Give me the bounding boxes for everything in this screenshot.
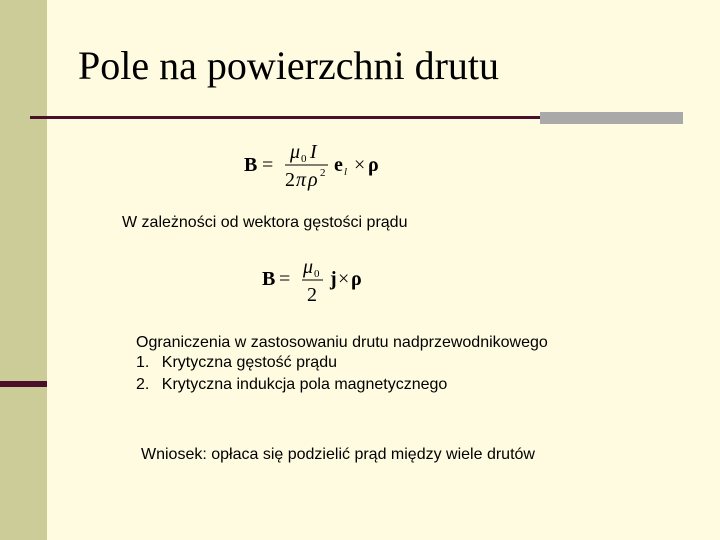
formula-1-current: I (310, 141, 317, 163)
formula-1-mu: μ (290, 141, 301, 163)
formula-1-mu-sub: 0 (301, 153, 307, 165)
formula-2-svg (262, 256, 372, 308)
sidebar-accent-bar (0, 381, 47, 387)
conclusion-text: Wniosek: opłaca się podzielić prąd między wiele drutów (141, 446, 535, 463)
formula-1-den-rho: ρ (308, 169, 318, 191)
formula-1-den-pi: π (296, 169, 307, 191)
limitations-heading: Ograniczenia w zastosowaniu drutu nadprzewodnikowego (136, 334, 548, 351)
formula-1-cross: × (354, 154, 366, 176)
sidebar-band (0, 0, 47, 540)
list-item-number: 1. (136, 354, 150, 371)
formula-2-mu-sub: 0 (314, 268, 320, 280)
formula-2-mu: μ (303, 256, 314, 278)
list-item-number: 2. (136, 376, 150, 393)
list-item (136, 353, 337, 373)
formula-1-den-coef: 2 (285, 169, 295, 191)
formula-2-current-density-vector: j (330, 268, 337, 290)
slide-title: Pole na powierzchni drutu (78, 43, 499, 88)
formula-1-lhs: B (244, 154, 258, 176)
formula-current-density (262, 256, 372, 308)
list-item-text: Krytyczna indukcja pola magnetycznego (161, 376, 448, 393)
list-item-text: Krytyczna gęstość prądu (161, 354, 337, 371)
formula-1-svg (244, 138, 394, 194)
formula-1-unit-vector: e (334, 154, 343, 176)
formula-2-den: 2 (307, 284, 317, 306)
formula-2-lhs: B (262, 268, 276, 290)
formula-field-surface (244, 138, 394, 194)
title-underline (30, 116, 540, 119)
formula-2-equals: = (279, 268, 291, 290)
title-underline-gray (540, 112, 683, 124)
list-item (136, 375, 447, 395)
formula-1-equals: = (262, 154, 274, 176)
subheading-current-density: W zależności od wektora gęstości prądu (122, 214, 408, 231)
formula-2-cross: × (338, 268, 350, 290)
formula-1-unit-vector-sub: l (344, 166, 348, 178)
formula-2-rho-vector: ρ (351, 268, 362, 290)
formula-1-rho-vector: ρ (368, 154, 379, 176)
formula-1-den-exp: 2 (320, 167, 326, 179)
